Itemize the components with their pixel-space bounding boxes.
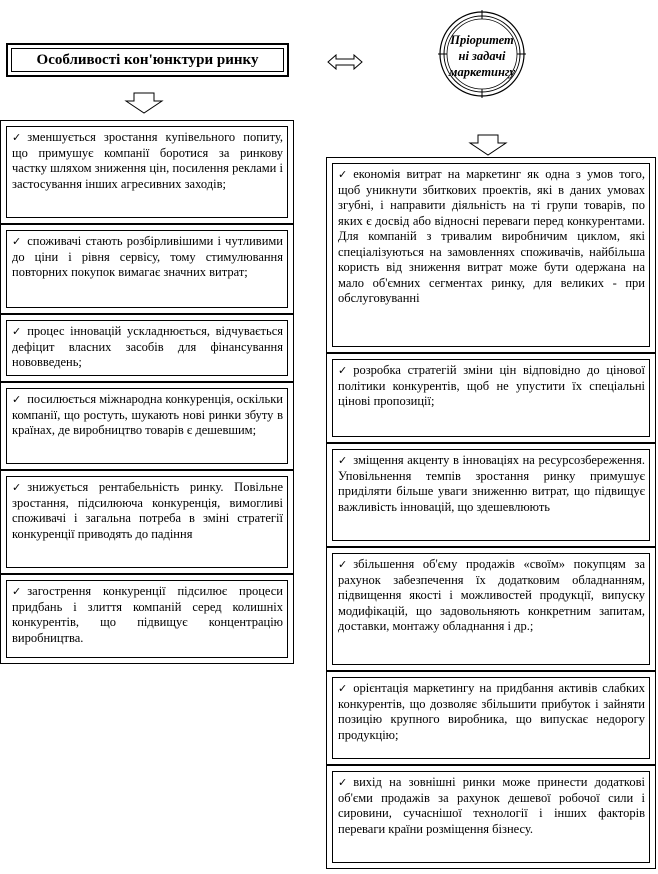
left-item-text: споживачі стають розбірливішими і чутливими до ціни і рівня сервісу, тому стимулювання повторних покупок вимагає значних витрат; (12, 234, 283, 279)
right-item-text: вихід на зовнішні ринки може принести додаткові об'єми продажів за рахунок дешевої робочої сили і сировини, сучаснішої технології і інших факторів переваги країни розміщення бізнесу. (338, 775, 645, 836)
right-item-text: збільшення об'єму продажів «своїм» покупцям за рахунок забезпечення їх додатковим обладнанням, підвищення якості і можливостей продукції, випуску модифікацій, що задовольняють конкретним запитам, доставки, монтажу обладнання і др.; (338, 557, 645, 633)
right-card-1 (326, 157, 656, 353)
down-arrow-icon (124, 92, 164, 114)
left-item-text: посилюється міжнародна конкуренція, оскільки компанії, що ростуть, шукають нові ринки збуту в країнах, де виробництво товарів є дешевшим; (12, 392, 283, 437)
circle-line-2: ні задачі (458, 49, 506, 63)
down-arrow-icon (468, 134, 508, 156)
left-right-arrow-icon (327, 54, 363, 70)
check-mark-icon: ✓ (338, 168, 348, 181)
circle-line-3: маркетингу (448, 65, 516, 79)
left-item-text: зменшується зростання купівельного попиту, що примушує компанії боротися за ринкову частку шляхом зниження цін, посилення реклами і застосування інших агресивних заходів; (12, 130, 283, 191)
right-item-text: зміщення акценту в інноваціях на ресурсозбереження. Уповільнення темпів зростання ринку примушує приділяти більше уваги зниженню витрат, що підвищує важливість інновацій, що здешевлюють (338, 453, 645, 514)
left-card-2 (0, 224, 294, 314)
right-card-3 (326, 443, 656, 547)
right-item-text: розробка стратегій зміни цін відповідно до цінової політики конкурентів, щоб не упустити їх спеціальні цінові пропозиції; (338, 363, 645, 408)
title-box (6, 43, 289, 77)
check-mark-icon: ✓ (12, 393, 22, 406)
right-card-2 (326, 353, 656, 443)
right-item-text: економія витрат на маркетинг як одна з умов того, щоб уникнути збиткових проектів, які в даних умовах згубні, і направити діяльність на ті групи товарів, по яких є досвід або відносні переваги перед конкурентами. Для компаній з тривалим виробничим циклом, які спеціалізуються на замовленнях споживачів, найбільша користь від зниження витрат може бути одержана на мало об'ємних сегментах ринку, для великих - при обслуговуванні (338, 167, 645, 305)
check-mark-icon: ✓ (338, 776, 348, 789)
left-item-text: процес інновацій ускладнюється, відчувається дефіцит власних засобів для фінансування нововведень; (12, 324, 283, 369)
check-mark-icon: ✓ (12, 131, 22, 144)
check-mark-icon: ✓ (12, 235, 22, 248)
right-card-5 (326, 671, 656, 765)
check-mark-icon: ✓ (338, 364, 348, 377)
left-card-5 (0, 470, 294, 574)
priority-circle-text (444, 32, 520, 80)
check-mark-icon: ✓ (12, 585, 22, 598)
right-card-4 (326, 547, 656, 671)
check-mark-icon: ✓ (12, 481, 22, 494)
check-mark-icon: ✓ (12, 325, 22, 338)
left-item-text: знижується рентабельність ринку. Повільне зростання, підсилююча конкуренція, вимогливі споживачі і загальна потреба в зміні стратегії конкуренції приводять до падіння (12, 480, 283, 541)
right-item-text: орієнтація маркетингу на придбання активів слабких конкурентів, що дозволяє збільшити прибуток і зайняти позицію крупного виробника, що випускає недорогу продукцію; (338, 681, 645, 742)
left-item-text: загострення конкуренції підсилює процеси придбань і злиття компаній серед колишніх конкурентів, що підвищує концентрацію виробництва. (12, 584, 283, 645)
check-mark-icon: ✓ (338, 558, 348, 571)
left-card-3 (0, 314, 294, 382)
circle-line-1: Пріоритет (450, 33, 514, 47)
check-mark-icon: ✓ (338, 682, 348, 695)
check-mark-icon: ✓ (338, 454, 348, 467)
left-card-1 (0, 120, 294, 224)
right-card-6 (326, 765, 656, 869)
left-card-4 (0, 382, 294, 470)
left-card-6 (0, 574, 294, 664)
page-title: Особливості кон'юнктури ринку (11, 48, 284, 72)
